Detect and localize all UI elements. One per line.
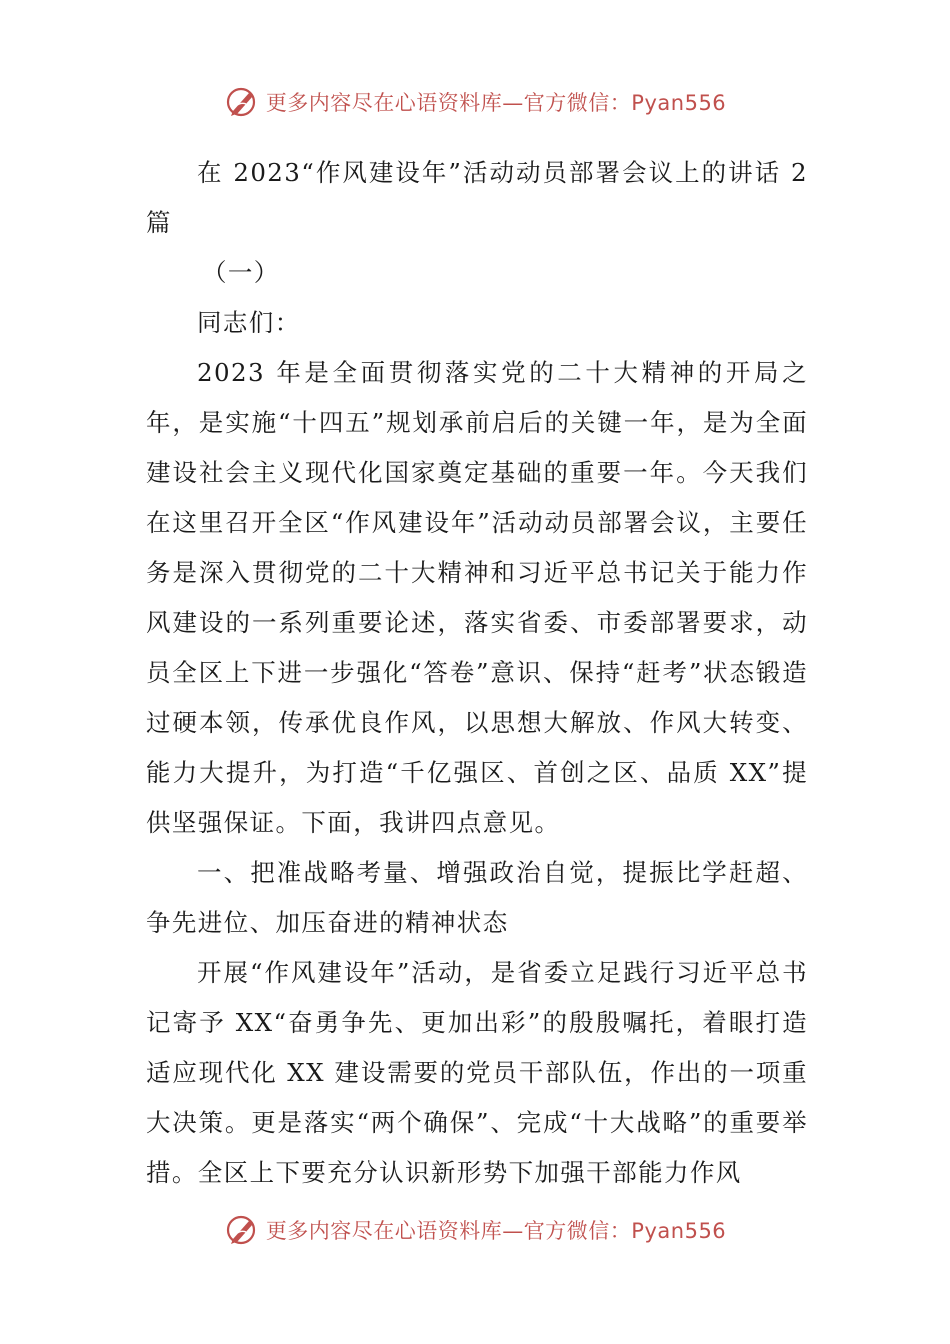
pen-logo-icon [224,1212,260,1248]
section-heading-1: 一、把准战略考量、增强政治自觉，提振比学赶超、争先进位、加压奋进的精神状态 [146,858,808,937]
paragraph-section-1: 开展“作风建设年”活动，是省委立足践行习近平总书记寄予 XX“奋勇争先、更加出彩”的殷殷嘱托，着眼打造适应现代化 XX 建设需要的党员干部队伍，作出的一项重大决策。更是落实“两个确保”、完成“十大战略”的重要举措。全区上下要充分认识新形势下加强干部能力作风 [146,958,808,1187]
pen-logo-icon [224,84,260,120]
watermark-footer [0,1210,950,1250]
watermark-header [0,82,950,122]
document-body [146,148,808,1198]
part-label: （一） [202,258,280,287]
document-title: 在 2023“作风建设年”活动动员部署会议上的讲话 2 篇 [146,158,808,237]
salutation: 同志们： [197,308,301,337]
watermark-text: 更多内容尽在心语资料库—官方微信：Pyan556 [265,1219,727,1243]
paragraph-intro: 2023 年是全面贯彻落实党的二十大精神的开局之年，是实施“十四五”规划承前启后的关键一年，是为全面建设社会主义现代化国家奠定基础的重要一年。今天我们在这里召开全区“作风建设年”活动动员部署会议，主要任务是深入贯彻党的二十大精神和习近平总书记关于能力作风建设的一系列重要论述，落实省委、市委部署要求，动员全区上下进一步强化“答卷”意识、保持“赶考”状态锻造过硬本领，传承优良作风，以思想大解放、作风大转变、能力大提升，为打造“千亿强区、首创之区、品质 XX”提供坚强保证。下面，我讲四点意见。 [146,358,808,837]
watermark-text: 更多内容尽在心语资料库—官方微信：Pyan556 [265,91,727,115]
